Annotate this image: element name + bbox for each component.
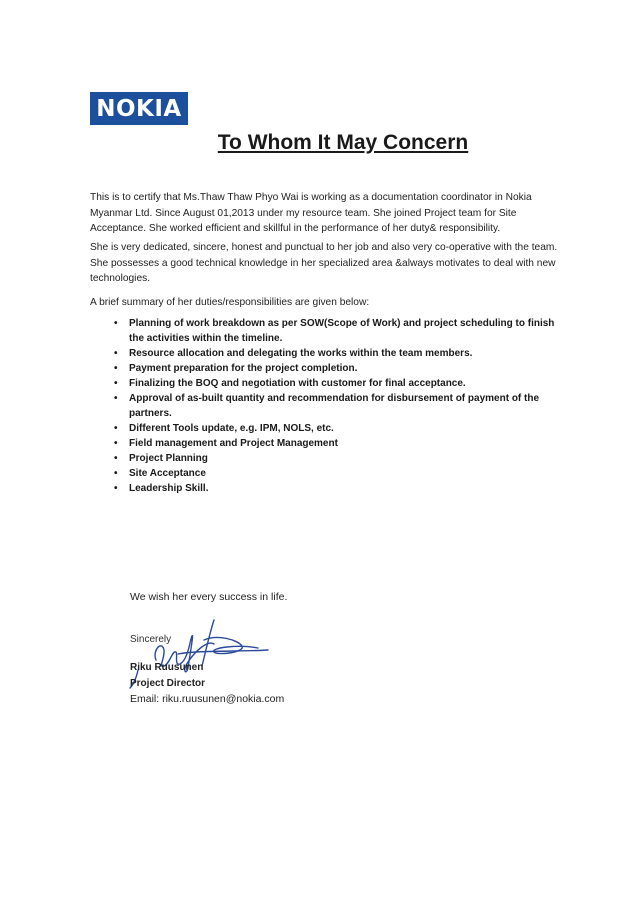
bullet-icon: • <box>114 318 118 329</box>
signatory-role: Project Director <box>130 678 206 689</box>
list-item: • Leadership Skill. <box>114 483 209 494</box>
bullet-icon: • <box>114 378 118 389</box>
nokia-logo <box>90 92 188 125</box>
list-item: • Different Tools update, e.g. IPM, NOLS, etc. <box>114 423 334 434</box>
bullet-icon: • <box>114 438 118 449</box>
bullet-icon: • <box>114 348 118 359</box>
list-item: • Field management and Project Management <box>114 438 338 449</box>
bullet-icon: • <box>114 393 118 404</box>
bullet-icon: • <box>114 483 118 494</box>
signatory-name: Riku Ruusunen <box>130 662 204 673</box>
paragraph-certification: This is to certify that Ms.Thaw Thaw Phyo Wai is working as a documentation coordinator in Nokia Myanmar Ltd. Since August 01,2013 under my resource team. She joined Project team for Site Acceptance. She worked efficient and skillful in the performance of her duty& responsibility. <box>90 192 532 234</box>
list-item: • Resource allocation and delegating the works within the team members. <box>114 348 473 359</box>
list-item: • Project Planning <box>114 453 208 464</box>
signatory-email: Email: riku.ruusunen@nokia.com <box>130 693 285 705</box>
paragraph-qualities: She is very dedicated, sincere, honest and punctual to her job and also very co-operative with the team. She possesses a good technical knowledge in her specialized area &always motivates to deal with new technologies. <box>90 242 558 284</box>
list-item: • Approval of as-built quantity and recommendation for disbursement of payment of the partners. <box>114 393 540 419</box>
closing-wish: We wish her every success in life. <box>130 591 288 603</box>
paragraph-summary-intro: A brief summary of her duties/responsibilities are given below: <box>90 297 370 308</box>
list-item: • Site Acceptance <box>114 468 206 479</box>
list-item: • Planning of work breakdown as per SOW(Scope of Work) and project scheduling to finish the activities within the timeline. <box>114 318 555 344</box>
bullet-icon: • <box>114 423 118 434</box>
letter-title: To Whom It May Concern <box>217 131 469 154</box>
duties-list <box>92 316 562 496</box>
list-item: • Payment preparation for the project completion. <box>114 363 358 374</box>
logo-text: NOKIA <box>96 95 182 122</box>
bullet-icon: • <box>114 468 118 479</box>
bullet-icon: • <box>114 363 118 374</box>
bullet-icon: • <box>114 453 118 464</box>
list-item: • Finalizing the BOQ and negotiation with customer for final acceptance. <box>114 378 466 389</box>
closing-sincerely: Sincerely <box>130 634 172 645</box>
